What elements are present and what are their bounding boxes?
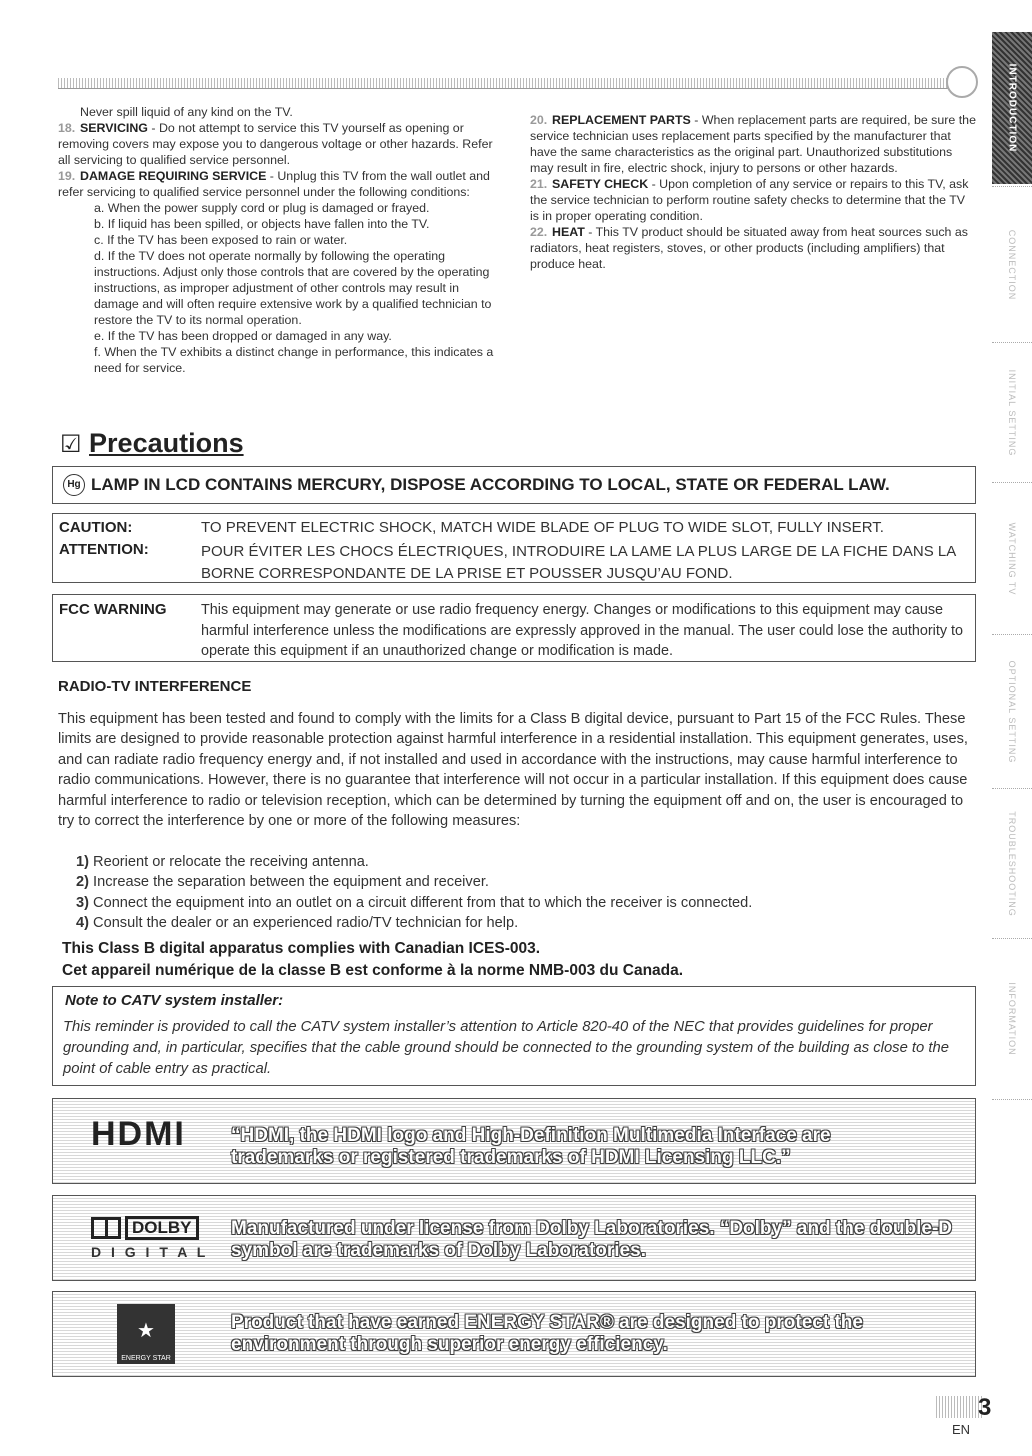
right-column bbox=[530, 112, 976, 272]
condition-e: e. If the TV has been dropped or damaged in any way. bbox=[94, 329, 392, 343]
page-number-ornament bbox=[936, 1396, 982, 1418]
catv-note-text: This reminder is provided to call the CATV system installer’s attention to Article 820-40 of the NEC that provides guidelines for proper grounding and, in particular, specifies that the cable ground should be connected to the grounding system of the building as close to the point of cable entry as practical. bbox=[63, 1019, 949, 1077]
mercury-warning-box bbox=[52, 466, 976, 504]
side-tab-information[interactable]: INFORMATION bbox=[992, 938, 1032, 1100]
hdmi-trademark-box bbox=[52, 1098, 976, 1184]
item-servicing: 18. SERVICING - Do not attempt to service this TV yourself as opening or removing covers may expose you to dangerous voltage or other hazards. Refer all servicing to qualified service personnel. bbox=[58, 121, 493, 167]
double-d-icon bbox=[91, 1217, 121, 1239]
side-tab-watching-tv[interactable]: WATCHING TV bbox=[992, 482, 1032, 635]
hdmi-trademark-text: “HDMI, the HDMI logo and High-Definition Multimedia Interface are trademarks or registered trademarks of HDMI Licensing LLC.” bbox=[231, 1125, 831, 1168]
left-column bbox=[58, 104, 504, 376]
precautions-title: Precautions bbox=[89, 428, 244, 458]
list-item: 2) Increase the separation between the equipment and receiver. bbox=[76, 874, 489, 891]
condition-a: a. When the power supply cord or plug is damaged or frayed. bbox=[94, 201, 430, 215]
attention-label: ATTENTION: bbox=[59, 541, 149, 558]
top-circle-ornament bbox=[946, 66, 978, 98]
item-safety-check: 21. SAFETY CHECK - Upon completion of any service or repairs to this TV, ask the service technician to perform routine safety checks to determine that the TV is in proper operating condition. bbox=[530, 177, 969, 223]
caution-label: CAUTION: bbox=[59, 519, 133, 536]
fcc-warning-box bbox=[52, 594, 976, 662]
condition-b: b. If liquid has been spilled, or objects have fallen into the TV. bbox=[94, 217, 430, 231]
item-replacement-parts: 20. REPLACEMENT PARTS - When replacement parts are required, be sure the service technician uses replacement parts specified by the manufacturer that have the same characteristics as the original part. Unauthorized substitutions may result in fire, electric shock, injury to persons or other hazards. bbox=[530, 113, 976, 175]
condition-d: d. If the TV does not operate normally by following the operating instructions. Adjust only those controls that are covered by the operating instructions, as improper adjustment of other controls may result in damage and will often require extensive work by a qualified technician to restore the TV to its normal operation. bbox=[94, 249, 492, 327]
canada-compliance-en: This Class B digital apparatus complies with Canadian ICES-003. bbox=[62, 940, 541, 957]
side-tab-connection[interactable]: CONNECTION bbox=[992, 186, 1032, 343]
fcc-label: FCC WARNING bbox=[59, 601, 167, 618]
side-tab-introduction[interactable]: INTRODUCTION bbox=[992, 32, 1032, 184]
list-item: 1) Reorient or relocate the receiving antenna. bbox=[76, 854, 369, 870]
checkbox-icon: ☑ bbox=[60, 431, 82, 458]
catv-note-title: Note to CATV system installer: bbox=[65, 992, 284, 1009]
condition-f: f. When the TV exhibits a distinct change in performance, this indicates a need for service. bbox=[94, 345, 494, 375]
intro-line: Never spill liquid of any kind on the TV. bbox=[80, 105, 293, 119]
dolby-trademark-text: Manufactured under license from Dolby Laboratories. “Dolby” and the double-D symbol are trademarks of Dolby Laboratories. bbox=[231, 1218, 953, 1261]
side-tab-initial-setting[interactable]: INITIAL SETTING bbox=[992, 342, 1032, 483]
catv-note-box bbox=[52, 986, 976, 1086]
hdmi-logo: HDMI bbox=[91, 1115, 186, 1153]
item-heat: 22. HEAT - This TV product should be situated away from heat sources such as radiators, heat registers, stoves, or other products (including amplifiers) that produce heat. bbox=[530, 225, 968, 271]
energy-star-text: Product that have earned ENERGY STAR® are designed to protect the environment through superior energy efficiency. bbox=[231, 1312, 863, 1355]
dolby-logo: DOLBY bbox=[91, 1216, 199, 1240]
list-item: 3) Connect the equipment into an outlet on a circuit different from that to which the receiver is connected. bbox=[76, 894, 753, 911]
mercury-warning-text: LAMP IN LCD CONTAINS MERCURY, DISPOSE ACCORDING TO LOCAL, STATE OR FEDERAL LAW. bbox=[91, 475, 890, 494]
condition-c: c. If the TV has been exposed to rain or water. bbox=[94, 233, 348, 247]
measures-list bbox=[76, 852, 974, 934]
item-damage-requiring-service: 19. DAMAGE REQUIRING SERVICE - Unplug this TV from the wall outlet and refer servicing to qualified service personnel under the following conditions: bbox=[58, 169, 490, 199]
attention-text: POUR ÉVITER LES CHOCS ÉLECTRIQUES, INTRODUIRE LA LAME LA PLUS LARGE DE LA FICHE DANS LA BORNE CORRESPONDANTE DE LA PRISE ET POUSSER JUSQU’AU FOND. bbox=[201, 543, 956, 582]
caution-text: TO PREVENT ELECTRIC SHOCK, MATCH WIDE BLADE OF PLUG TO WIDE SLOT, FULLY INSERT. bbox=[201, 519, 884, 536]
top-decorative-rule bbox=[58, 78, 966, 89]
radio-tv-heading: RADIO-TV INTERFERENCE bbox=[58, 678, 252, 695]
mercury-icon: Hg bbox=[63, 474, 85, 496]
dolby-digital-label: D I G I T A L bbox=[91, 1244, 209, 1260]
language-label: EN bbox=[952, 1422, 971, 1437]
caution-box bbox=[52, 513, 976, 583]
dolby-trademark-box bbox=[52, 1195, 976, 1281]
side-tab-optional-setting[interactable]: OPTIONAL SETTING bbox=[992, 634, 1032, 789]
canada-compliance-fr: Cet appareil numérique de la classe B est conforme à la norme NMB-003 du Canada. bbox=[62, 962, 684, 979]
energy-star-box bbox=[52, 1291, 976, 1377]
energy-star-logo: ★ ENERGY STAR bbox=[117, 1304, 175, 1364]
fcc-text: This equipment may generate or use radio frequency energy. Changes or modifications to this equipment may cause harmful interference unless the modifications are expressly approved in the manual. The user could lose the authority to operate this equipment if an unauthorized change or modification is made. bbox=[201, 602, 964, 659]
page-number: 3 bbox=[978, 1394, 992, 1421]
side-tab-troubleshooting[interactable]: TROUBLESHOOTING bbox=[992, 788, 1032, 939]
radio-tv-body: This equipment has been tested and found to comply with the limits for a Class B digital device, pursuant to Part 15 of the FCC Rules. These limits are designed to provide reasonable protection against harmful interference in a residential installation. This equipment generates, uses, and can radiate radio frequency energy and, if not installed and used in accordance with the instructions, may cause harmful interference to radio communications. However, there is no guarantee that interference will not occur in a particular installation. If this equipment does cause harmful interference to radio or television reception, which can be determined by turning the equipment off and on, the user is encouraged to try to correct the interference by one or more of the following measures: bbox=[58, 711, 968, 830]
precautions-heading bbox=[60, 428, 244, 459]
list-item: 4) Consult the dealer or an experienced radio/TV technician for help. bbox=[76, 915, 519, 932]
star-icon: ★ bbox=[137, 1320, 155, 1342]
